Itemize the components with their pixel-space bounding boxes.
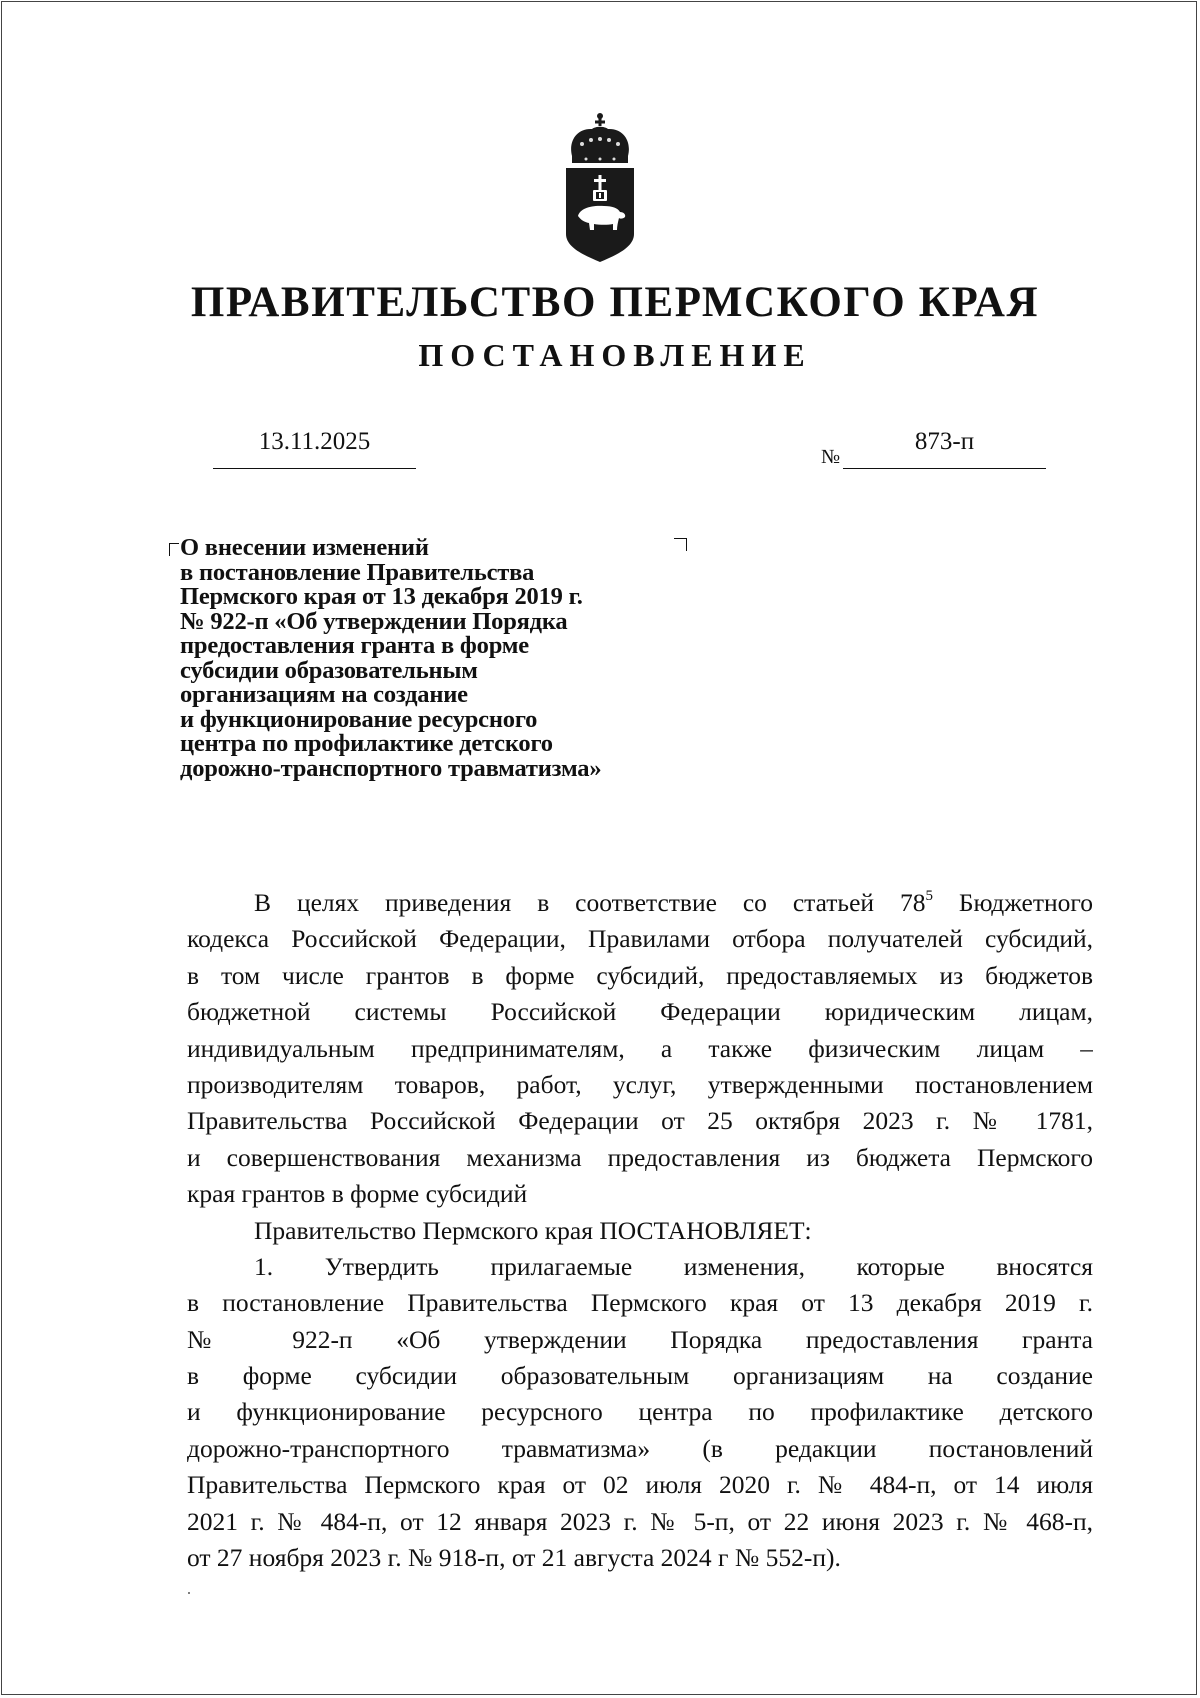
body-line: индивидуальным предпринимателям, а также физическим лицам – (187, 1033, 1093, 1063)
number-field (843, 424, 1046, 469)
subject-bracket-left (169, 543, 179, 556)
body-line: в постановление Правительства Пермского края от 13 декабря 2019 г. (187, 1288, 1093, 1318)
article-superscript: 5 (925, 888, 933, 904)
body-line: дорожно-транспортного травматизма» (в редакции постановлений (187, 1433, 1093, 1463)
subject-heading (180, 536, 700, 781)
body-line-last: края грантов в форме субсидий (187, 1179, 528, 1209)
organization-title: ПРАВИТЕЛЬСТВО ПЕРМСКОГО КРАЯ (190, 279, 1040, 326)
coat-of-arms-icon (562, 112, 638, 262)
subject-line: субсидии образовательным (180, 656, 478, 684)
body-line: Правительства Российской Федерации от 25 октября 2023 г. № 1781, (187, 1106, 1093, 1136)
body-line: кодекса Российской Федерации, Правилами отбора получателей субсидий, (187, 924, 1093, 954)
item-1-first-line: 1. Утвердить прилагаемые изменения, которые вносятся (254, 1251, 1093, 1281)
body-line: в форме субсидии образовательным организациям на создание (187, 1361, 1093, 1391)
body-line: и функционирование ресурсного центра по профилактике детского (187, 1397, 1093, 1427)
body-line: и совершенствования механизма предоставления из бюджета Пермского (187, 1142, 1093, 1172)
number-sign: № (821, 446, 841, 468)
subject-line: и функционирование ресурсного (180, 705, 538, 733)
item-1-last-line: от 27 ноября 2023 г. № 918-п, от 21 августа 2024 г № 552-п). (187, 1543, 841, 1573)
subject-line: центра по профилактике детского (180, 730, 553, 757)
subject-line: дорожно-транспортного травматизма» (180, 754, 602, 782)
body-line: 2021 г. № 484-п, от 12 января 2023 г. № 5-п, от 22 июня 2023 г. № 468-п, (187, 1506, 1093, 1536)
preamble-text-cont: Бюджетного (932, 888, 1093, 917)
subject-line: О внесении изменений (180, 534, 429, 561)
subject-line: № 922-п «Об утверждении Порядка (180, 607, 568, 635)
body-line: в том числе грантов в форме субсидий, предоставляемых из бюджетов (187, 960, 1093, 990)
date-field (213, 424, 416, 469)
subject-line: предоставления гранта в форме (180, 632, 529, 659)
preamble-text: В целях приведения в соответствие со статьей 78 (254, 888, 926, 917)
resolution-clause: Правительство Пермского края ПОСТАНОВЛЯЕТ: (254, 1215, 812, 1245)
subject-line: Пермского края от 13 декабря 2019 г. (180, 583, 583, 610)
body-line-preamble-first (187, 885, 1093, 921)
body-line: производителям товаров, работ, услуг, утвержденными постановлением (187, 1069, 1093, 1099)
subject-line: организациям на создание (180, 681, 468, 708)
body-line: Правительства Пермского края от 02 июля 2020 г. № 484-п, от 14 июля (187, 1470, 1093, 1500)
scan-artifact-dot (188, 1592, 190, 1594)
body-line: № 922-п «Об утверждении Порядка предоставления гранта (187, 1324, 1093, 1354)
document-date: 13.11.2025 (258, 428, 371, 455)
document-number: 873-п (914, 428, 975, 455)
document-body (187, 885, 1093, 1576)
document-type: ПОСТАНОВЛЕНИЕ (418, 337, 812, 373)
subject-line: в постановление Правительства (180, 558, 535, 586)
body-line: бюджетной системы Российской Федерации юридическим лицам, (187, 997, 1093, 1027)
